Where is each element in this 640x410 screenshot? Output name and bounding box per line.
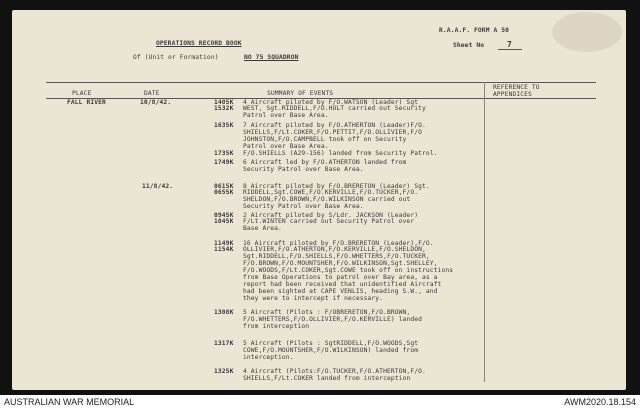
- entry-time: 1405K: [214, 99, 234, 106]
- entry-summary-line: 6 Aircraft led by F/O.ATHERTON landed from: [243, 159, 407, 166]
- entry-summary-line: had been sighted at CAPE VENLIS, heading S.W., and: [243, 288, 438, 295]
- entry-summary-line: SHIELLS,F/Lt.COKER landed from interception: [243, 375, 411, 382]
- paper-stain: [552, 12, 622, 52]
- sheet-label: Sheet No: [453, 42, 485, 49]
- form-reference: R.A.A.F. FORM A 50: [439, 27, 510, 34]
- entry-summary-line: RIDDELL,Sgt.COWE,F/O.KERVILLE,F/O.TUCKER,F/O.: [243, 189, 419, 196]
- unit-label: Of (Unit or Formation): [133, 54, 219, 61]
- entry-time: 1325K: [214, 368, 234, 375]
- entry-summary-line: 8 Aircraft piloted by F/O.BRERETON (Leader) Sgt.: [243, 183, 430, 190]
- record-sheet: [12, 10, 626, 390]
- entry-summary-line: 7 Aircraft piloted by F/O.ATHERTON (Leader)F/O.: [243, 122, 426, 129]
- entry-time: 1154K: [214, 246, 234, 253]
- entry-summary-line: Security Patrol over Base Area.: [243, 203, 364, 210]
- entry-date: 11/8/42.: [142, 183, 174, 190]
- entry-summary-line: F/O.WHETTERS,F/O.OLLIVIER,F/O.KERVILLE) landed: [243, 316, 422, 323]
- entry-summary-line: interception.: [243, 354, 294, 361]
- entry-time: 0945K: [214, 212, 234, 219]
- entry-summary-line: JOHNSTON,F/O.CAMPBELL took off on Security: [243, 136, 407, 143]
- footer-source: AUSTRALIAN WAR MEMORIAL: [4, 397, 135, 407]
- entry-time: 1749K: [214, 159, 234, 166]
- entry-time: 0655K: [214, 189, 234, 196]
- column-place: PLACE: [72, 90, 92, 97]
- sheet-number: 7: [507, 40, 512, 49]
- entry-summary-line: 4 Aircraft piloted by F/O.WATSON (Leader) Sgt: [243, 99, 419, 106]
- column-date: DATE: [144, 90, 160, 97]
- entry-summary-line: Patrol over Base Area.: [243, 143, 329, 150]
- column-reference-1: REFERENCE TO: [493, 84, 540, 91]
- entry-summary-line: F/O.SHIELLS (A29-156) landed from Security Patrol.: [243, 150, 438, 157]
- entry-time: 1635K: [214, 122, 234, 129]
- entry-place: FALL RIVER: [67, 99, 106, 106]
- entry-summary-line: 4 Aircraft (Pilots:F/O.TUCKER,F/O.ATHERTON,F/O.: [243, 368, 426, 375]
- sheet-number-line: [498, 49, 522, 50]
- entry-summary-line: from interception: [243, 323, 310, 330]
- entry-summary-line: report had been received that unidentified Aircraft: [243, 281, 442, 288]
- header-rule-top: [46, 82, 596, 83]
- entry-time: 1045K: [214, 218, 234, 225]
- entry-summary-line: 2 Aircraft piloted by S/Ldr. JACKSON (Leader): [243, 212, 419, 219]
- entry-time: 1735K: [214, 150, 234, 157]
- appendices-column-rule: [484, 82, 485, 382]
- entry-summary-line: F/Lt.WINTEN carried out Security Patrol over: [243, 218, 415, 225]
- entry-summary-line: Base Area.: [243, 225, 282, 232]
- entry-summary-line: they were to intercept if necessary.: [243, 295, 384, 302]
- entry-summary-line: 5 Aircraft (Pilots : SgtRIDDELL,F/O.WOODS,Sgt: [243, 340, 419, 347]
- entry-summary-line: Sgt.RIDDELL,F/O.SHIELLS,F/O.WHETTERS,F/O.TUCKER,: [243, 253, 430, 260]
- entry-date: 10/8/42.: [140, 99, 172, 106]
- entry-summary-line: F/O.WOODS,F/Lt.COKER,Sgt.COWE took off on instructions: [243, 267, 454, 274]
- unit-name: NO 75 SQUADRON: [244, 54, 299, 61]
- entry-time: 1149K: [214, 240, 234, 247]
- entry-summary-line: SHELDON,F/O.BROWN,F/O.WILKINSON carried out: [243, 196, 411, 203]
- entry-time: 0615K: [214, 183, 234, 190]
- entry-summary-line: F/O.BROWN,F/O.MOUNTSHER,F/O.WILKINSON,Sgt.SHELLEY,: [243, 260, 438, 267]
- caption-bar: [0, 395, 640, 410]
- entry-summary-line: COWE,F/O.MOUNTSHER,F/O.WILKINSON) landed from: [243, 347, 419, 354]
- entry-summary-line: from Base Operations to patrol over Bay area, as a: [243, 274, 438, 281]
- entry-time: 1532K: [214, 105, 234, 112]
- footer-accession: AWM2020.18.154: [564, 397, 636, 407]
- entry-summary-line: WEST, Sgt.RIDDELL,F/O.HOLT carried out Security: [243, 105, 426, 112]
- form-title: OPERATIONS RECORD BOOK: [156, 40, 242, 47]
- entry-summary-line: 5 Aircraft (Pilots : F/OBRERETON,F/O.BROWN,: [243, 309, 411, 316]
- entry-summary-line: Security Patrol over Base Area.: [243, 166, 364, 173]
- column-summary: SUMMARY OF EVENTS: [267, 90, 334, 97]
- entry-time: 1308K: [214, 309, 234, 316]
- entry-summary-line: Patrol over Base Area.: [243, 112, 329, 119]
- entry-summary-line: SHIELLS,F/Lt.COKER,F/O.PETTIT,F/O.OLLIVIER,F/O: [243, 129, 422, 136]
- entry-time: 1317K: [214, 340, 234, 347]
- entry-summary-line: OLLIVIER,F/O.ATHERTON,F/O.KERVILLE,F/O.SHELDON,: [243, 246, 426, 253]
- column-reference-2: APPENDICES: [493, 91, 532, 98]
- entry-summary-line: 16 Aircraft piloted by F/O.BRERETON (Leader),F/O.: [243, 240, 434, 247]
